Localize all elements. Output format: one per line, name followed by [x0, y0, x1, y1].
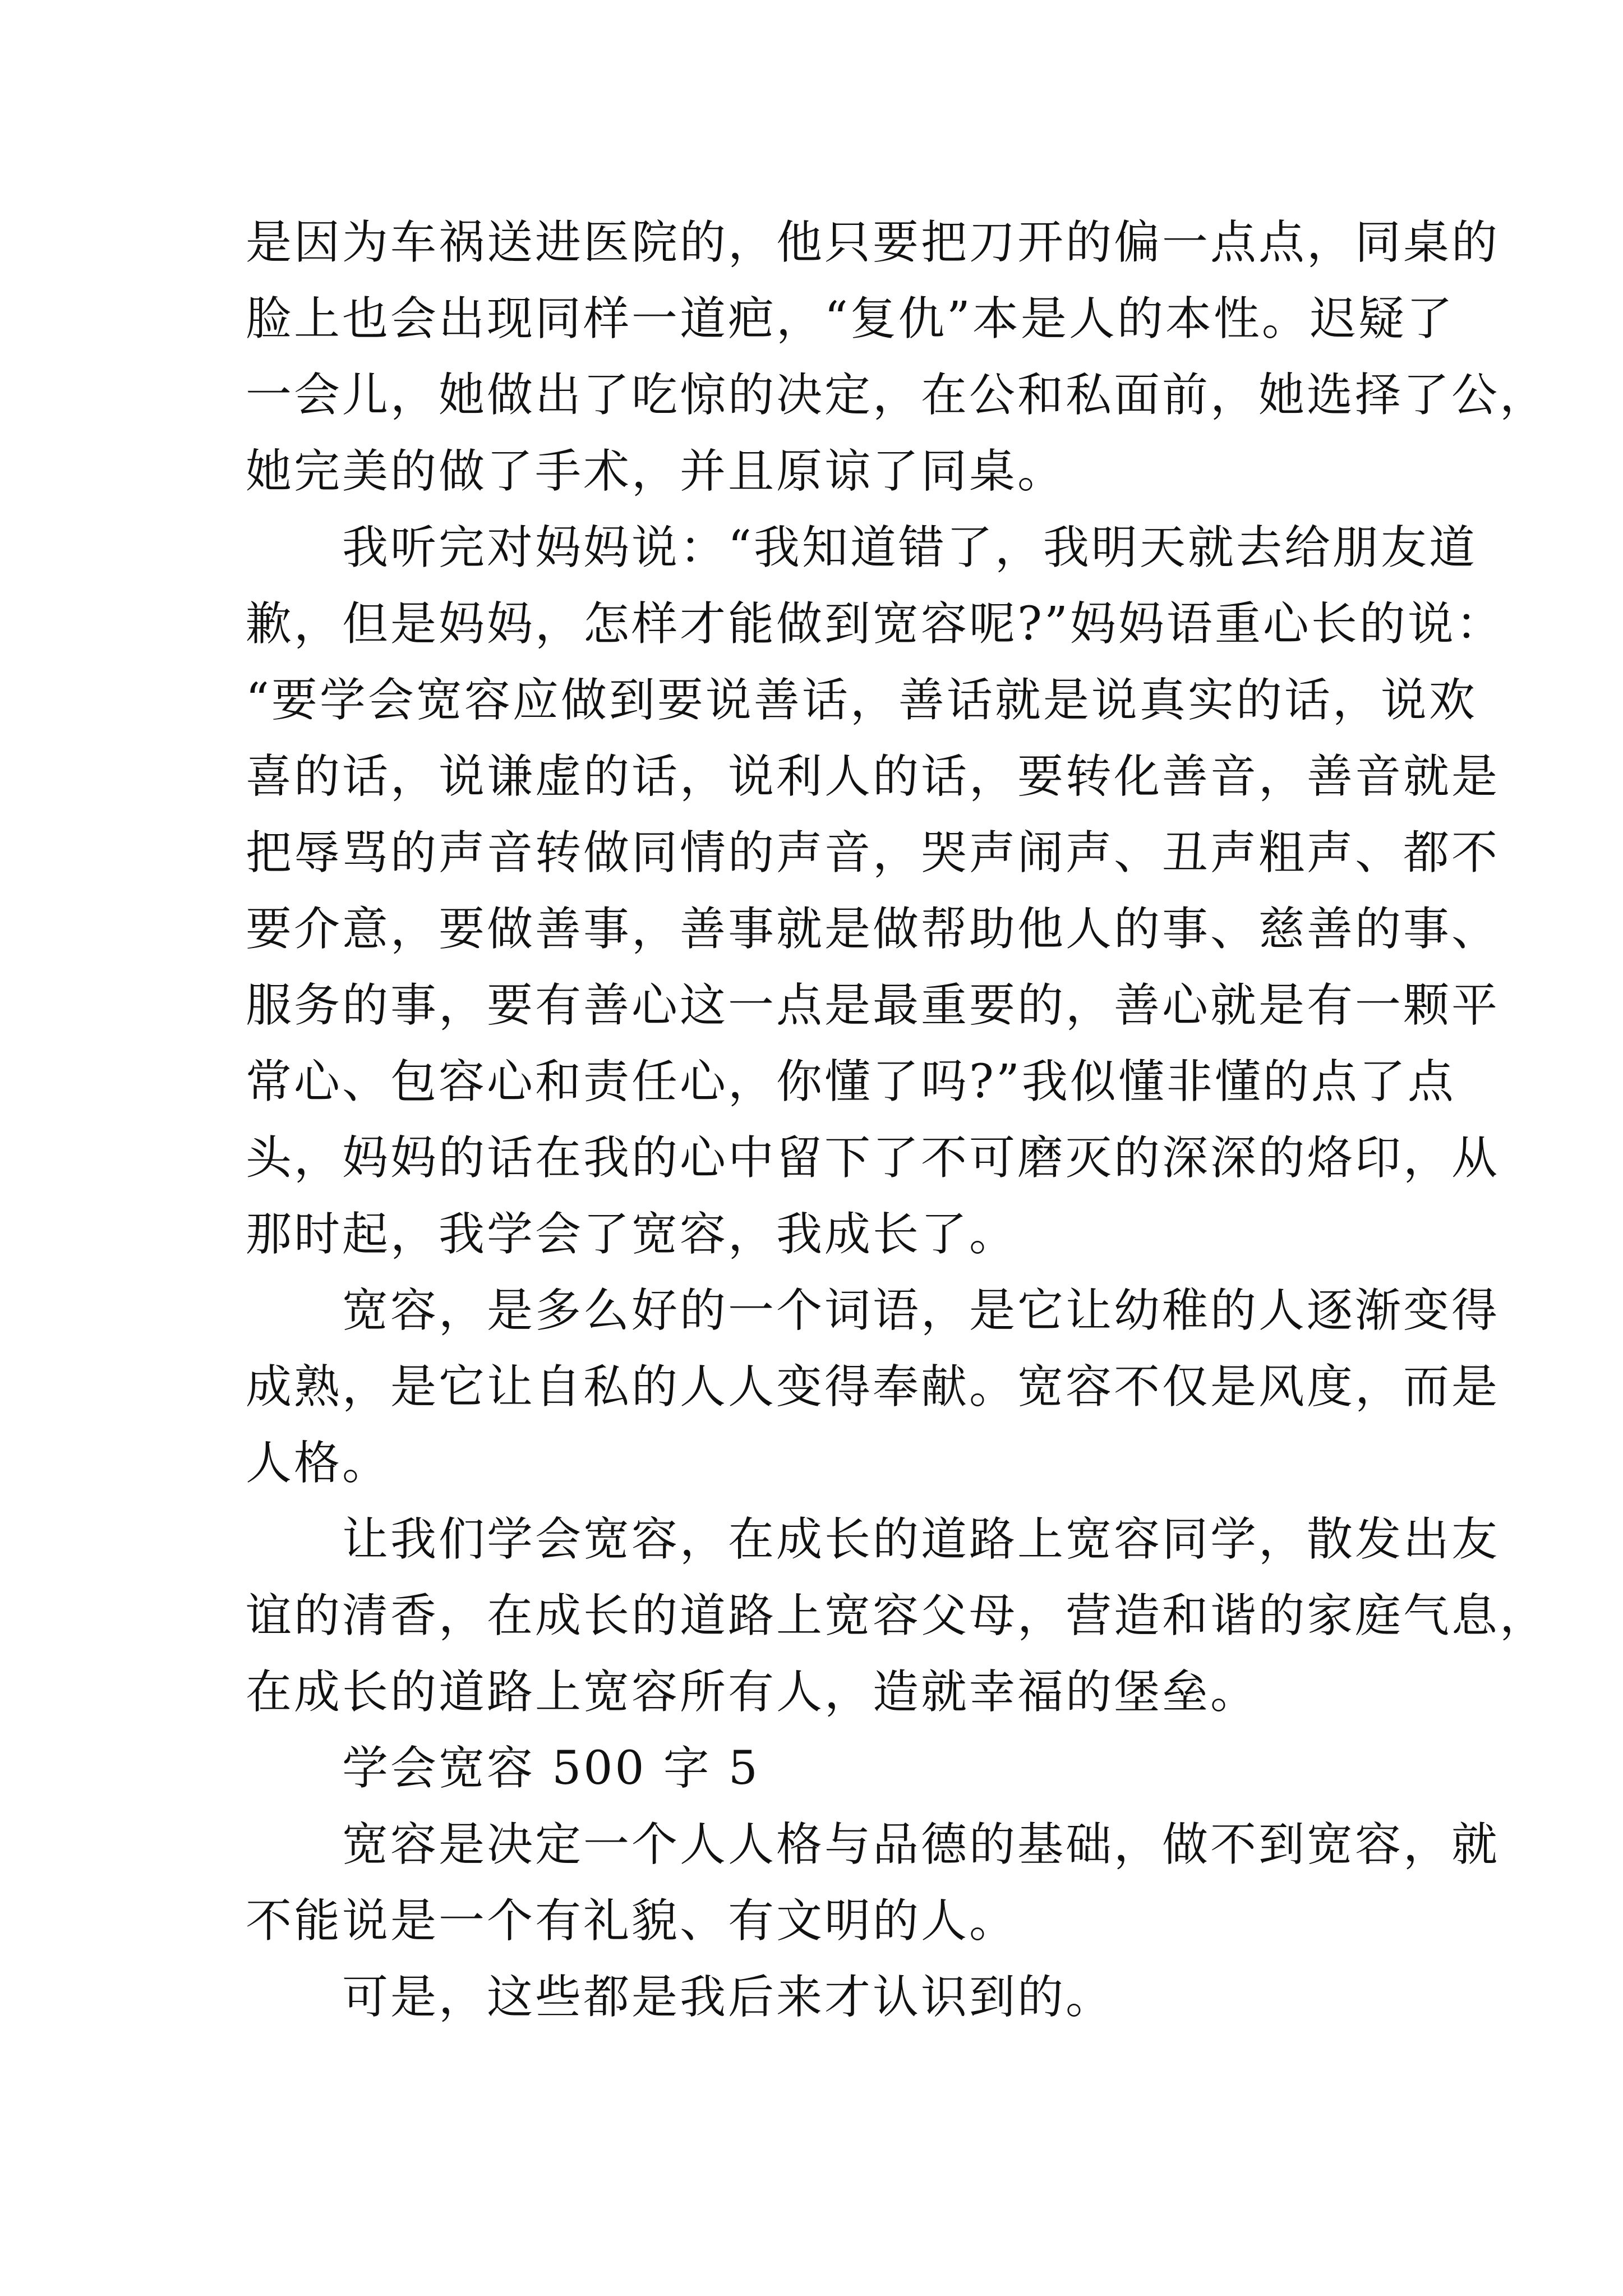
text-line: 一会儿，她做出了吃惊的决定，在公和私面前，她选择了公，	[246, 369, 1548, 422]
text-line: 喜的话，说谦虚的话，说利人的话，要转化善音，善音就是	[246, 750, 1500, 803]
text-line: 把辱骂的声音转做同情的声音，哭声闹声、丑声粗声、都不	[246, 826, 1500, 880]
section-heading: 学会宽容 500 字 5	[246, 1742, 760, 1795]
text-line: 让我们学会宽容，在成长的道路上宽容同学，散发出友	[246, 1513, 1500, 1566]
text-line: 不能说是一个有礼貌、有文明的人。	[246, 1894, 1018, 1948]
text-line: 要介意，要做善事，善事就是做帮助他人的事、慈善的事、	[246, 903, 1500, 956]
document-body	[246, 205, 1548, 2036]
text-line: 那时起，我学会了宽容，我成长了。	[246, 1208, 1018, 1261]
text-line: 她完美的做了手术，并且原谅了同桌。	[246, 445, 1066, 498]
text-line: 宽容，是多么好的一个词语，是它让幼稚的人逐渐变得	[246, 1284, 1500, 1337]
text-line: 服务的事，要有善心这一点是最重要的，善心就是有一颗平	[246, 979, 1500, 1032]
text-line: 我听完对妈妈说：“我知道错了，我明天就去给朋友道	[246, 521, 1477, 574]
text-line: 宽容是决定一个人人格与品德的基础，做不到宽容，就	[246, 1818, 1500, 1871]
text-line: “要学会宽容应做到要说善话，善话就是说真实的话，说欢	[246, 674, 1477, 727]
text-line: 人格。	[246, 1437, 391, 1490]
text-line: 成熟，是它让自私的人人变得奉献。宽容不仅是风度，而是	[246, 1360, 1500, 1414]
text-line: 谊的清香，在成长的道路上宽容父母，营造和谐的家庭气息，	[246, 1589, 1548, 1642]
text-line: 在成长的道路上宽容所有人，造就幸福的堡垒。	[246, 1665, 1259, 1719]
text-line: 歉，但是妈妈，怎样才能做到宽容呢?”妈妈语重心长的说：	[246, 597, 1504, 651]
text-line: 是因为车祸送进医院的，他只要把刀开的偏一点点，同桌的	[246, 216, 1500, 269]
text-line: 可是，这些都是我后来才认识到的。	[246, 1971, 1114, 2024]
text-line: 常心、包容心和责任心，你懂了吗?”我似懂非懂的点了点	[246, 1055, 1456, 1108]
text-line: 头，妈妈的话在我的心中留下了不可磨灭的深深的烙印，从	[246, 1131, 1500, 1185]
text-line: 脸上也会出现同样一道疤，“复仇”本是人的本性。迟疑了	[246, 292, 1455, 346]
